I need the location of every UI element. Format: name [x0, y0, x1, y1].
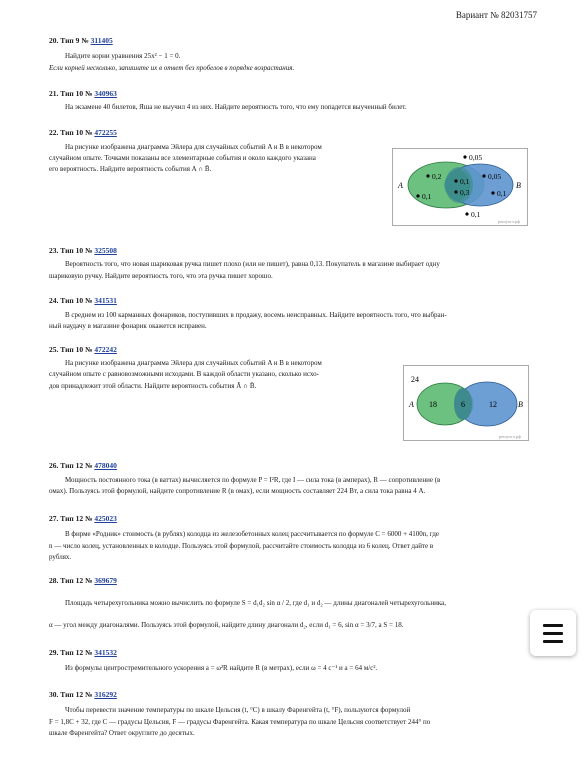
problem-type: 24. Тип 10 № [49, 296, 93, 305]
problem-text: шариковую ручку. Найдите вероятность того, что эта ручка пишет хорошо. [49, 272, 273, 280]
point-label: 0,1 [471, 210, 481, 219]
problem-type: 22. Тип 10 № [49, 128, 93, 137]
point-label: 0,2 [432, 172, 442, 181]
problem-text: На рисунке изображена диаграмма Эйлера для случайных событий A и B в некотором [65, 359, 322, 367]
problem-text: случайном опыте. Точками показаны все элементарные события и около каждого указана [49, 154, 316, 162]
problem-header [49, 514, 117, 523]
problem-header [49, 690, 117, 699]
problem-header [49, 36, 113, 45]
watermark: решуогэ.рф [499, 434, 522, 439]
point-label: 0,1 [497, 189, 507, 198]
problem-text: На экзамене 40 билетов, Яша не выучил 4 из них. Найдите вероятность того, что ему попадется выученный билет. [65, 103, 407, 111]
problem-link[interactable]: 369679 [94, 576, 117, 585]
problem-header [49, 246, 117, 255]
problem-link[interactable]: 472242 [94, 345, 117, 354]
problem-text: ный наудачу в магазине фонарик окажется исправен. [49, 322, 207, 330]
problem-header [49, 128, 117, 137]
problem-header [49, 296, 117, 305]
problem-text: шкале Фаренгейта? Ответ округлите до десятых. [49, 729, 195, 737]
problem-header [49, 89, 117, 98]
problem-link[interactable]: 340963 [94, 89, 117, 98]
problem-text: В фирме «Родник» стоимость (в рублях) колодца из железобетонных колец рассчитывается по формуле C = 6000 + 4100n, где [65, 530, 439, 538]
only-a-count: 18 [429, 400, 437, 409]
problem-text: Чтобы перевести значение температуры по шкале Цельсия (t, °C) в шкалу Фаренгейта (t, °F), пользуются формулой [65, 706, 411, 714]
problem-header [49, 461, 117, 470]
problem-text: случайном опыте с равновозможными исходами. В каждой области указано, сколько исхо- [49, 370, 319, 378]
problem-type: 30. Тип 12 № [49, 690, 93, 699]
menu-button[interactable] [530, 610, 576, 656]
problem-type: 27. Тип 12 № [49, 514, 93, 523]
problem-text: n — число колец, установленных в колодце. Пользуясь этой формулой, рассчитайте стоимость колодца из 6 колец. Ответ дайте в [49, 542, 434, 550]
problem-header [49, 345, 117, 354]
point-label: 0,3 [460, 188, 470, 197]
problem-type: 28. Тип 12 № [49, 576, 93, 585]
outside-count: 24 [411, 375, 419, 384]
problem-text: омах). Пользуясь этой формулой, найдите сопротивление R (в омах), если мощность составляет 224 Вт, а сила тока равна 4 А. [49, 487, 426, 495]
set-b-label: B [516, 181, 521, 190]
problem-header [49, 648, 117, 657]
problem-text: На рисунке изображена диаграмма Эйлера для случайных событий A и B в некотором [65, 143, 322, 151]
problem-type: 23. Тип 10 № [49, 246, 93, 255]
euler-diagram-probabilities [392, 148, 528, 226]
problem-text: Из формулы центростремительного ускорения a = ω²R найдите R (в метрах), если ω = 4 с⁻¹ и a = 64 м/с². [65, 664, 378, 672]
variant-title: Вариант № 82031757 [455, 10, 537, 20]
problem-text: Вероятность того, что новая шариковая ручка пишет плохо (или не пишет), равна 0,13. Покупатель в магазине выбирает одну [65, 260, 440, 268]
problem-type: 29. Тип 12 № [49, 648, 93, 657]
problem-link[interactable]: 325508 [94, 246, 117, 255]
problem-type: 25. Тип 10 № [49, 345, 93, 354]
problem-text: В среднем из 100 карманных фонариков, поступивших в продажу, восемь неисправных. Найдите вероятность того, что выбран- [65, 311, 447, 319]
problem-type: 21. Тип 10 № [49, 89, 93, 98]
problem-text: дов принадлежит этой области. Найдите вероятность события Ā ∩ B̄. [49, 382, 257, 390]
only-b-count: 12 [489, 400, 497, 409]
set-a-label: A [409, 400, 414, 409]
problem-text: α — угол между диагоналями. Пользуясь этой формулой, найдите длину диагонали d₂, если d₁ = 6, sin α = 3/7, а S = 18. [49, 621, 404, 629]
both-count: 6 [461, 400, 465, 409]
euler-diagram-counts [403, 365, 529, 441]
problem-link[interactable]: 425023 [94, 514, 117, 523]
watermark: решуогэ.рф [498, 219, 521, 224]
problem-link[interactable]: 341531 [94, 296, 117, 305]
set-a-label: A [398, 181, 403, 190]
problem-note: Если корней несколько, запишите их в ответ без пробелов в порядке возрастания. [49, 64, 295, 72]
problem-text: Мощность постоянного тока (в ваттах) вычисляется по формуле P = I²R, где I — сила тока (в амперах), R — сопротивление (в [65, 476, 441, 484]
set-b-label: B [518, 400, 523, 409]
point-label: 0,1 [422, 192, 432, 201]
point-label: 0,1 [460, 177, 470, 186]
problem-link[interactable]: 472255 [94, 128, 117, 137]
problem-link[interactable]: 341532 [94, 648, 117, 657]
problem-text: его вероятность. Найдите вероятность события A ∩ B̄. [49, 165, 212, 173]
problem-link[interactable]: 311405 [90, 36, 113, 45]
problem-text: Найдите корни уравнения 25x² − 1 = 0. [65, 52, 181, 60]
problem-text: F = 1,8C + 32, где C — градусы Цельсия, F — градусы Фаренгейта. Какая температура по шкале Цельсия соответствует 244° по [49, 718, 431, 726]
problem-link[interactable]: 478040 [94, 461, 117, 470]
problem-text: Площадь четырехугольника можно вычислить по формуле S = d₁d₂ sin α / 2, где d₁ и d₂ — длины диагоналей четырехугольника, [65, 599, 446, 607]
problem-header [49, 576, 117, 585]
point-label: 0,05 [469, 153, 483, 162]
problem-type: 20. Тип 9 № [49, 36, 89, 45]
problem-text: рублях. [49, 553, 72, 561]
problem-link[interactable]: 316292 [94, 690, 117, 699]
problem-type: 26. Тип 12 № [49, 461, 93, 470]
point-label: 0,05 [488, 172, 502, 181]
